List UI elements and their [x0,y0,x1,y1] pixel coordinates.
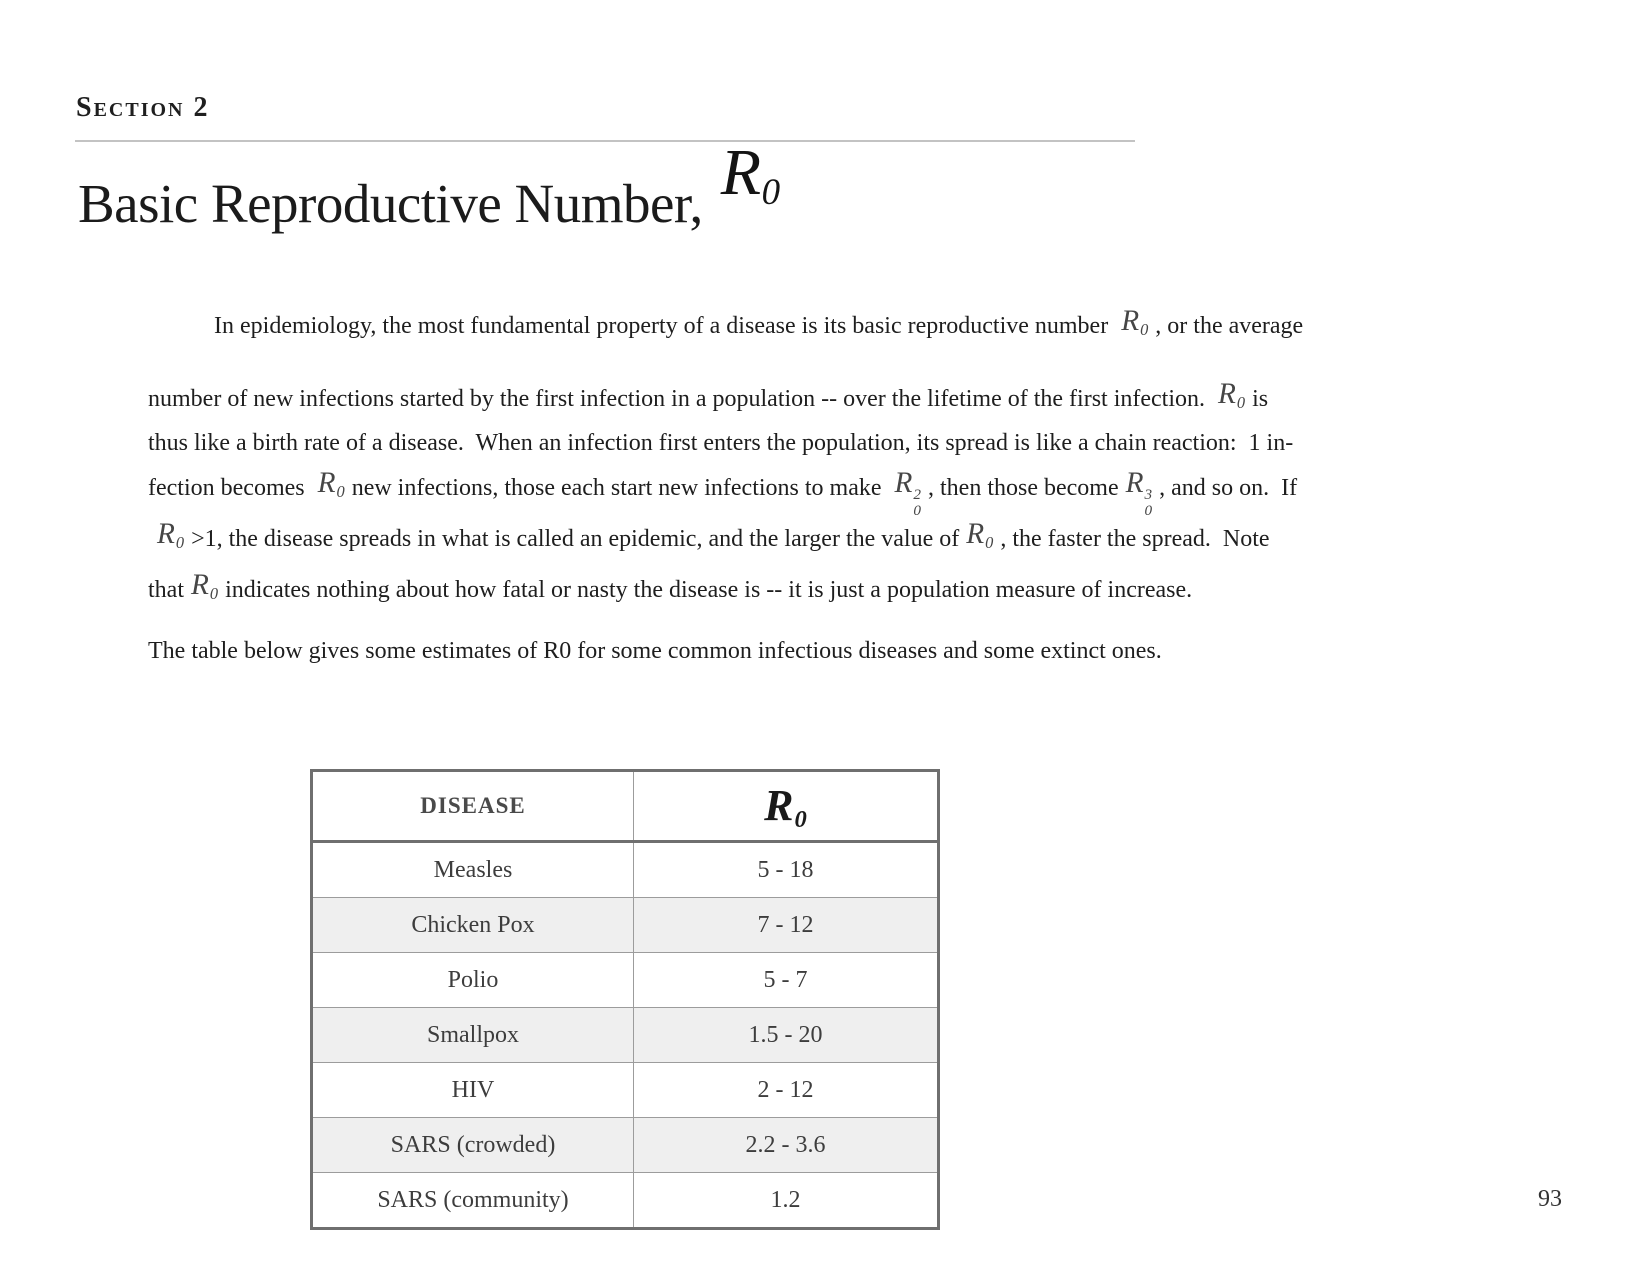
disease-cell: HIV [312,1063,634,1118]
disease-cell: Polio [312,953,634,1008]
r0-math: R0 [317,467,345,501]
text-segment: , or the average [1149,313,1304,339]
page-title [78,136,780,239]
disease-cell: SARS (crowded) [312,1118,634,1173]
paragraph-line [148,636,1162,666]
r0-math: R0 [157,518,185,552]
table-body [312,842,939,1229]
text-segment: The table below gives some estimates of R0 for some common infectious diseases and some extinct ones. [148,638,1162,664]
r0-math: R 3 0 [1125,467,1153,519]
paragraph-line [148,467,1298,522]
r0-value-cell: 2.2 - 3.6 [634,1118,939,1173]
disease-cell: Smallpox [312,1008,634,1063]
text-segment: new infections, those each start new infections to make [345,475,894,501]
text-segment: is [1246,386,1269,412]
r0-math: R0 [966,518,994,552]
paragraph-line [148,428,1293,458]
table-row [312,953,939,1008]
r0-math: R 2 0 [894,467,922,519]
text-segment: that [148,577,190,603]
r0-value-cell: 7 - 12 [634,898,939,953]
text-segment: , then those become [922,475,1125,501]
disease-cell: Measles [312,842,634,898]
text-segment: In epidemiology, the most fundamental property of a disease is its basic reproductive number [214,313,1121,339]
table-header-row [312,771,939,842]
text-segment: >1, the disease spreads in what is called an epidemic, and the larger the value of [185,526,966,552]
r0-math: R0 [1121,305,1149,339]
text-segment: thus like a birth rate of a disease. When an infection first enters the population, its spread is like a chain reaction: 1 in- [148,430,1294,456]
table-row [312,842,939,898]
table-header-disease: DISEASE [312,771,634,842]
text-segment: indicates nothing about how fatal or nasty the disease is -- it is just a population measure of increase. [219,577,1193,603]
r0-value-cell: 1.2 [634,1173,939,1229]
r0-math: R0 [191,569,219,603]
disease-cell: Chicken Pox [312,898,634,953]
paragraph-line [148,518,1270,554]
page-title-text: Basic Reproductive Number, [78,173,703,234]
text-segment: , and so on. If [1153,475,1298,501]
r0-value-cell: 5 - 18 [634,842,939,898]
text-segment: , the faster the spread. Note [994,526,1270,552]
section-rule [75,140,1135,142]
disease-cell: SARS (community) [312,1173,634,1229]
table-row [312,1008,939,1063]
r0-value-cell: 2 - 12 [634,1063,939,1118]
r0-math: R0 [1218,378,1246,412]
r0-math: R0 [720,136,780,213]
r0-math: R0 [764,780,807,833]
page-number: 93 [1538,1186,1562,1212]
r0-value-cell: 1.5 - 20 [634,1008,939,1063]
table-header-r0 [634,771,939,842]
section-label: Section 2 [76,92,210,123]
r0-table [310,769,940,1230]
paragraph-line [148,305,1304,341]
text-segment: fection becomes [148,475,317,501]
paragraph-line [148,569,1193,605]
table-row [312,1173,939,1229]
r0-value-cell: 5 - 7 [634,953,939,1008]
table-row [312,1063,939,1118]
table-row [312,898,939,953]
table-row [312,1118,939,1173]
paragraph-line [148,378,1269,414]
text-segment: number of new infections started by the first infection in a population -- over the lifetime of the first infection. [148,386,1218,412]
title-math-slot [703,136,780,234]
